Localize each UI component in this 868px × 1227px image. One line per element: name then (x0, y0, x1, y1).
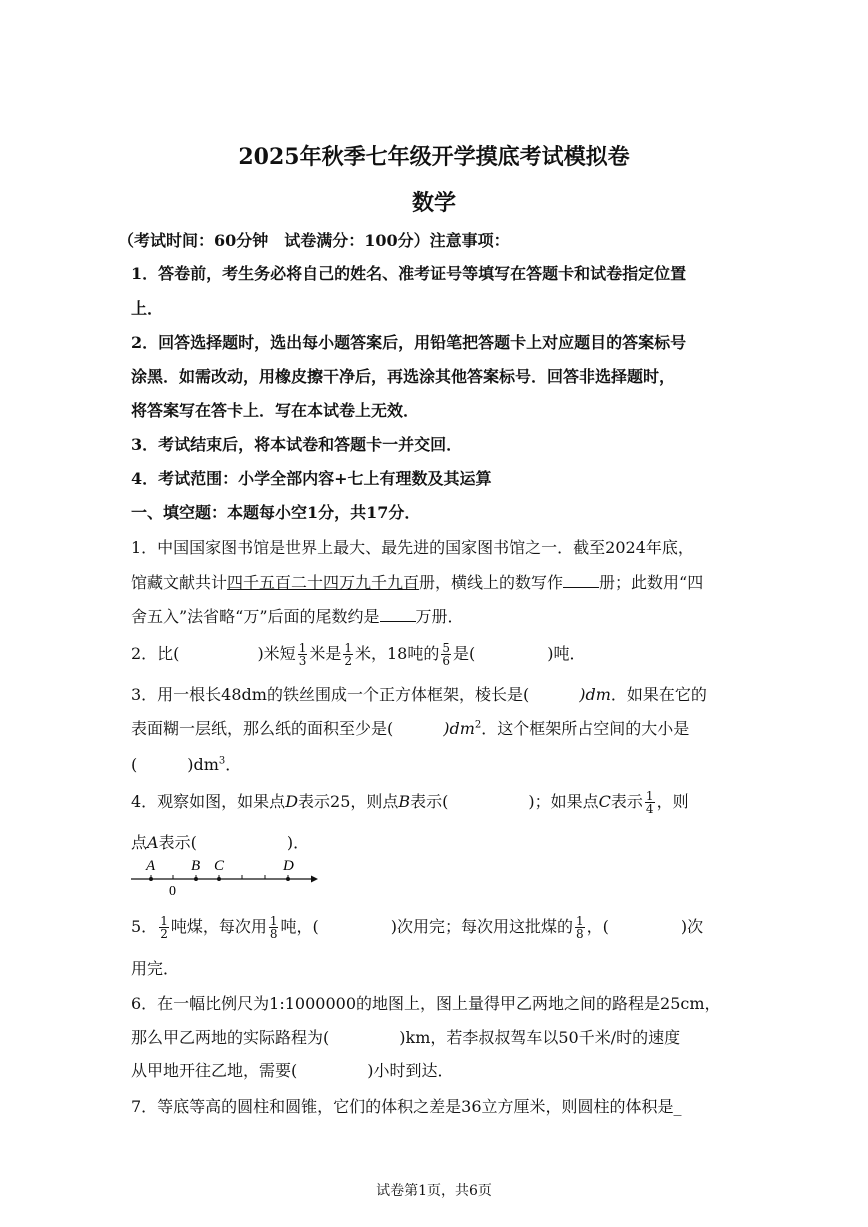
q5-text: 吨，( (280, 917, 319, 936)
q5-text: )次 (680, 917, 704, 936)
q4-text: 点 (131, 833, 148, 852)
q6-text: )小时到达． (367, 1061, 454, 1080)
q3-text: ． (225, 755, 242, 774)
fraction-denominator: 2 (160, 927, 168, 941)
fraction (575, 915, 585, 940)
fraction (343, 642, 353, 667)
q6-line-2 (131, 1025, 680, 1048)
note-line-4: 涂黑．如需改动，用橡皮擦干净后，再选涂其他答案标号．回答非选择题时， (131, 367, 676, 386)
q3-text: 表面糊一层纸，那么纸的面积至少是( (131, 719, 394, 738)
q2-text: )米短 (257, 644, 296, 663)
fraction (298, 642, 308, 667)
q2-text: 米是 (309, 644, 342, 663)
q1-text: 册；此数用“四 (599, 573, 704, 592)
fraction (269, 915, 279, 940)
q1-text: 册，横线上的数写作 (419, 573, 564, 592)
section-title: 一、填空题：本题每小空1分，共17分． (131, 503, 421, 522)
point-d-label: D (283, 858, 294, 874)
point-c-dot (217, 877, 221, 881)
q4-text: 表示( (158, 833, 197, 852)
q3-line-3 (131, 752, 241, 775)
fraction (441, 642, 451, 667)
point-d-dot (286, 877, 290, 881)
q4-text: 4．观察如图，如果点 (131, 792, 286, 811)
fraction (645, 790, 655, 815)
fraction-denominator: 2 (344, 654, 352, 668)
q6-text: 从甲地开往乙地，需要( (131, 1061, 298, 1080)
q4-text: ，则 (656, 792, 689, 811)
q5-text: 吨煤，每次用 (170, 917, 267, 936)
q5-text: 5． (131, 917, 158, 936)
q3-text: ．如果在它的 (610, 685, 707, 704)
point-label: C (598, 792, 611, 811)
q1-answer-blank-1[interactable] (563, 573, 599, 588)
fraction-denominator: 8 (269, 927, 278, 941)
point-label: D (285, 792, 299, 811)
q3-unit: )dm (579, 685, 611, 704)
q1-line-3 (131, 604, 464, 627)
note-line-5: 将答案写在答卡上．写在本试卷上无效． (131, 401, 420, 420)
q4-text: 表示 (610, 792, 643, 811)
q5-line-1 (131, 914, 703, 940)
note-line-7: 4．考试范围：小学全部内容+七上有理数及其运算 (131, 469, 492, 488)
point-b-label: B (191, 858, 201, 874)
q4-text: 表示( (410, 792, 449, 811)
note-line-6: 3．考试结束后，将本试卷和答题卡一并交回． (131, 435, 463, 454)
q4-text: )． (286, 833, 310, 852)
point-c-label: C (214, 858, 225, 874)
fraction-numerator: 1 (160, 914, 168, 928)
q4-text: )；如果点 (528, 792, 599, 811)
q3-exponent: 2 (474, 719, 482, 731)
q1-line-1: 1．中国国家图书馆是世界上最大、最先进的国家图书馆之一．截至2024年底， (131, 538, 694, 557)
q6-line-1: 6．在一幅比例尺为1:1000000的地图上，图上量得甲乙两地之间的路程是25cm， (131, 994, 721, 1013)
number-line-figure (131, 856, 321, 898)
q2-line (131, 641, 586, 667)
subject-title: 数学 (411, 190, 456, 216)
q4-line-2 (131, 830, 309, 853)
q2-text: )吨． (547, 644, 586, 663)
q2-text: 是( (453, 644, 476, 663)
q4-line-1 (131, 789, 689, 815)
note-line-3: 2．回答选择题时，选出每小题答案后，用铅笔把答题卡上对应题目的答案标号 (131, 333, 687, 352)
fraction (159, 915, 169, 940)
q2-text: 2．比( (131, 644, 180, 663)
page-footer: 试卷第1页，共6页 (376, 1183, 492, 1199)
q2-text: 米，18吨的 (354, 644, 440, 663)
fraction-denominator: 4 (645, 802, 654, 816)
fraction-numerator: 1 (269, 914, 278, 928)
q7-line-1: 7．等底等高的圆柱和圆锥，它们的体积之差是36立方厘米，则圆柱的体积是_ (131, 1097, 682, 1116)
q5-text: )次用完；每次用这批煤的 (390, 917, 573, 936)
q1-text: 舍五入”法省略“万”后面的尾数约是 (131, 607, 380, 626)
q1-underlined-number: 四千五百二十四万九千九百 (227, 573, 420, 592)
point-a-label: A (146, 858, 156, 874)
q6-text: 那么甲乙两地的实际路程为( (131, 1028, 330, 1047)
q1-answer-blank-2[interactable] (380, 607, 416, 622)
fraction-numerator: 1 (298, 641, 307, 655)
q5-text: ，( (586, 917, 609, 936)
q3-unit: )dm (443, 719, 475, 738)
fraction-numerator: 1 (575, 914, 584, 928)
q3-text: ( (131, 755, 138, 774)
fraction-denominator: 8 (575, 927, 584, 941)
q4-text: 表示25，则点 (298, 792, 399, 811)
note-line-1: 1．答卷前，考生务必将自己的姓名、准考证号等填写在答题卡和试卷指定位置 (131, 264, 687, 283)
point-b-dot (194, 877, 198, 881)
q3-line-1 (131, 682, 707, 705)
q1-text: 万册． (415, 607, 464, 626)
exam-title: 2025年秋季七年级开学摸底考试模拟卷 (238, 144, 630, 170)
q1-text: 馆藏文献共计 (131, 573, 228, 592)
q5-line-2: 用完． (131, 959, 180, 978)
point-label: A (147, 833, 159, 852)
fraction-numerator: 1 (645, 789, 654, 803)
point-label: B (398, 792, 411, 811)
point-a-dot (149, 877, 153, 881)
q3-unit: )dm (187, 755, 219, 774)
number-line-arrow (311, 876, 318, 883)
zero-label: 0 (169, 884, 176, 898)
q3-text: 3．用一根长48dm的铁丝围成一个正方体框架，棱长是( (131, 685, 530, 704)
q3-text: ．这个框架所占空间的大小是 (481, 719, 690, 738)
fraction-denominator: 3 (298, 654, 307, 668)
note-line-2: 上． (131, 299, 164, 318)
q3-exponent: 3 (218, 755, 226, 767)
q3-line-2 (131, 716, 689, 739)
q1-line-2 (131, 570, 703, 593)
q6-line-3 (131, 1058, 454, 1081)
q6-text: )km，若李叔叔驾车以50千米/时的速度 (399, 1028, 681, 1047)
fraction-numerator: 5 (442, 641, 450, 655)
exam-info: （考试时间：60分钟 试卷满分：100分）注意事项： (118, 231, 510, 250)
fraction-numerator: 1 (344, 641, 352, 655)
fraction-denominator: 6 (442, 654, 450, 668)
